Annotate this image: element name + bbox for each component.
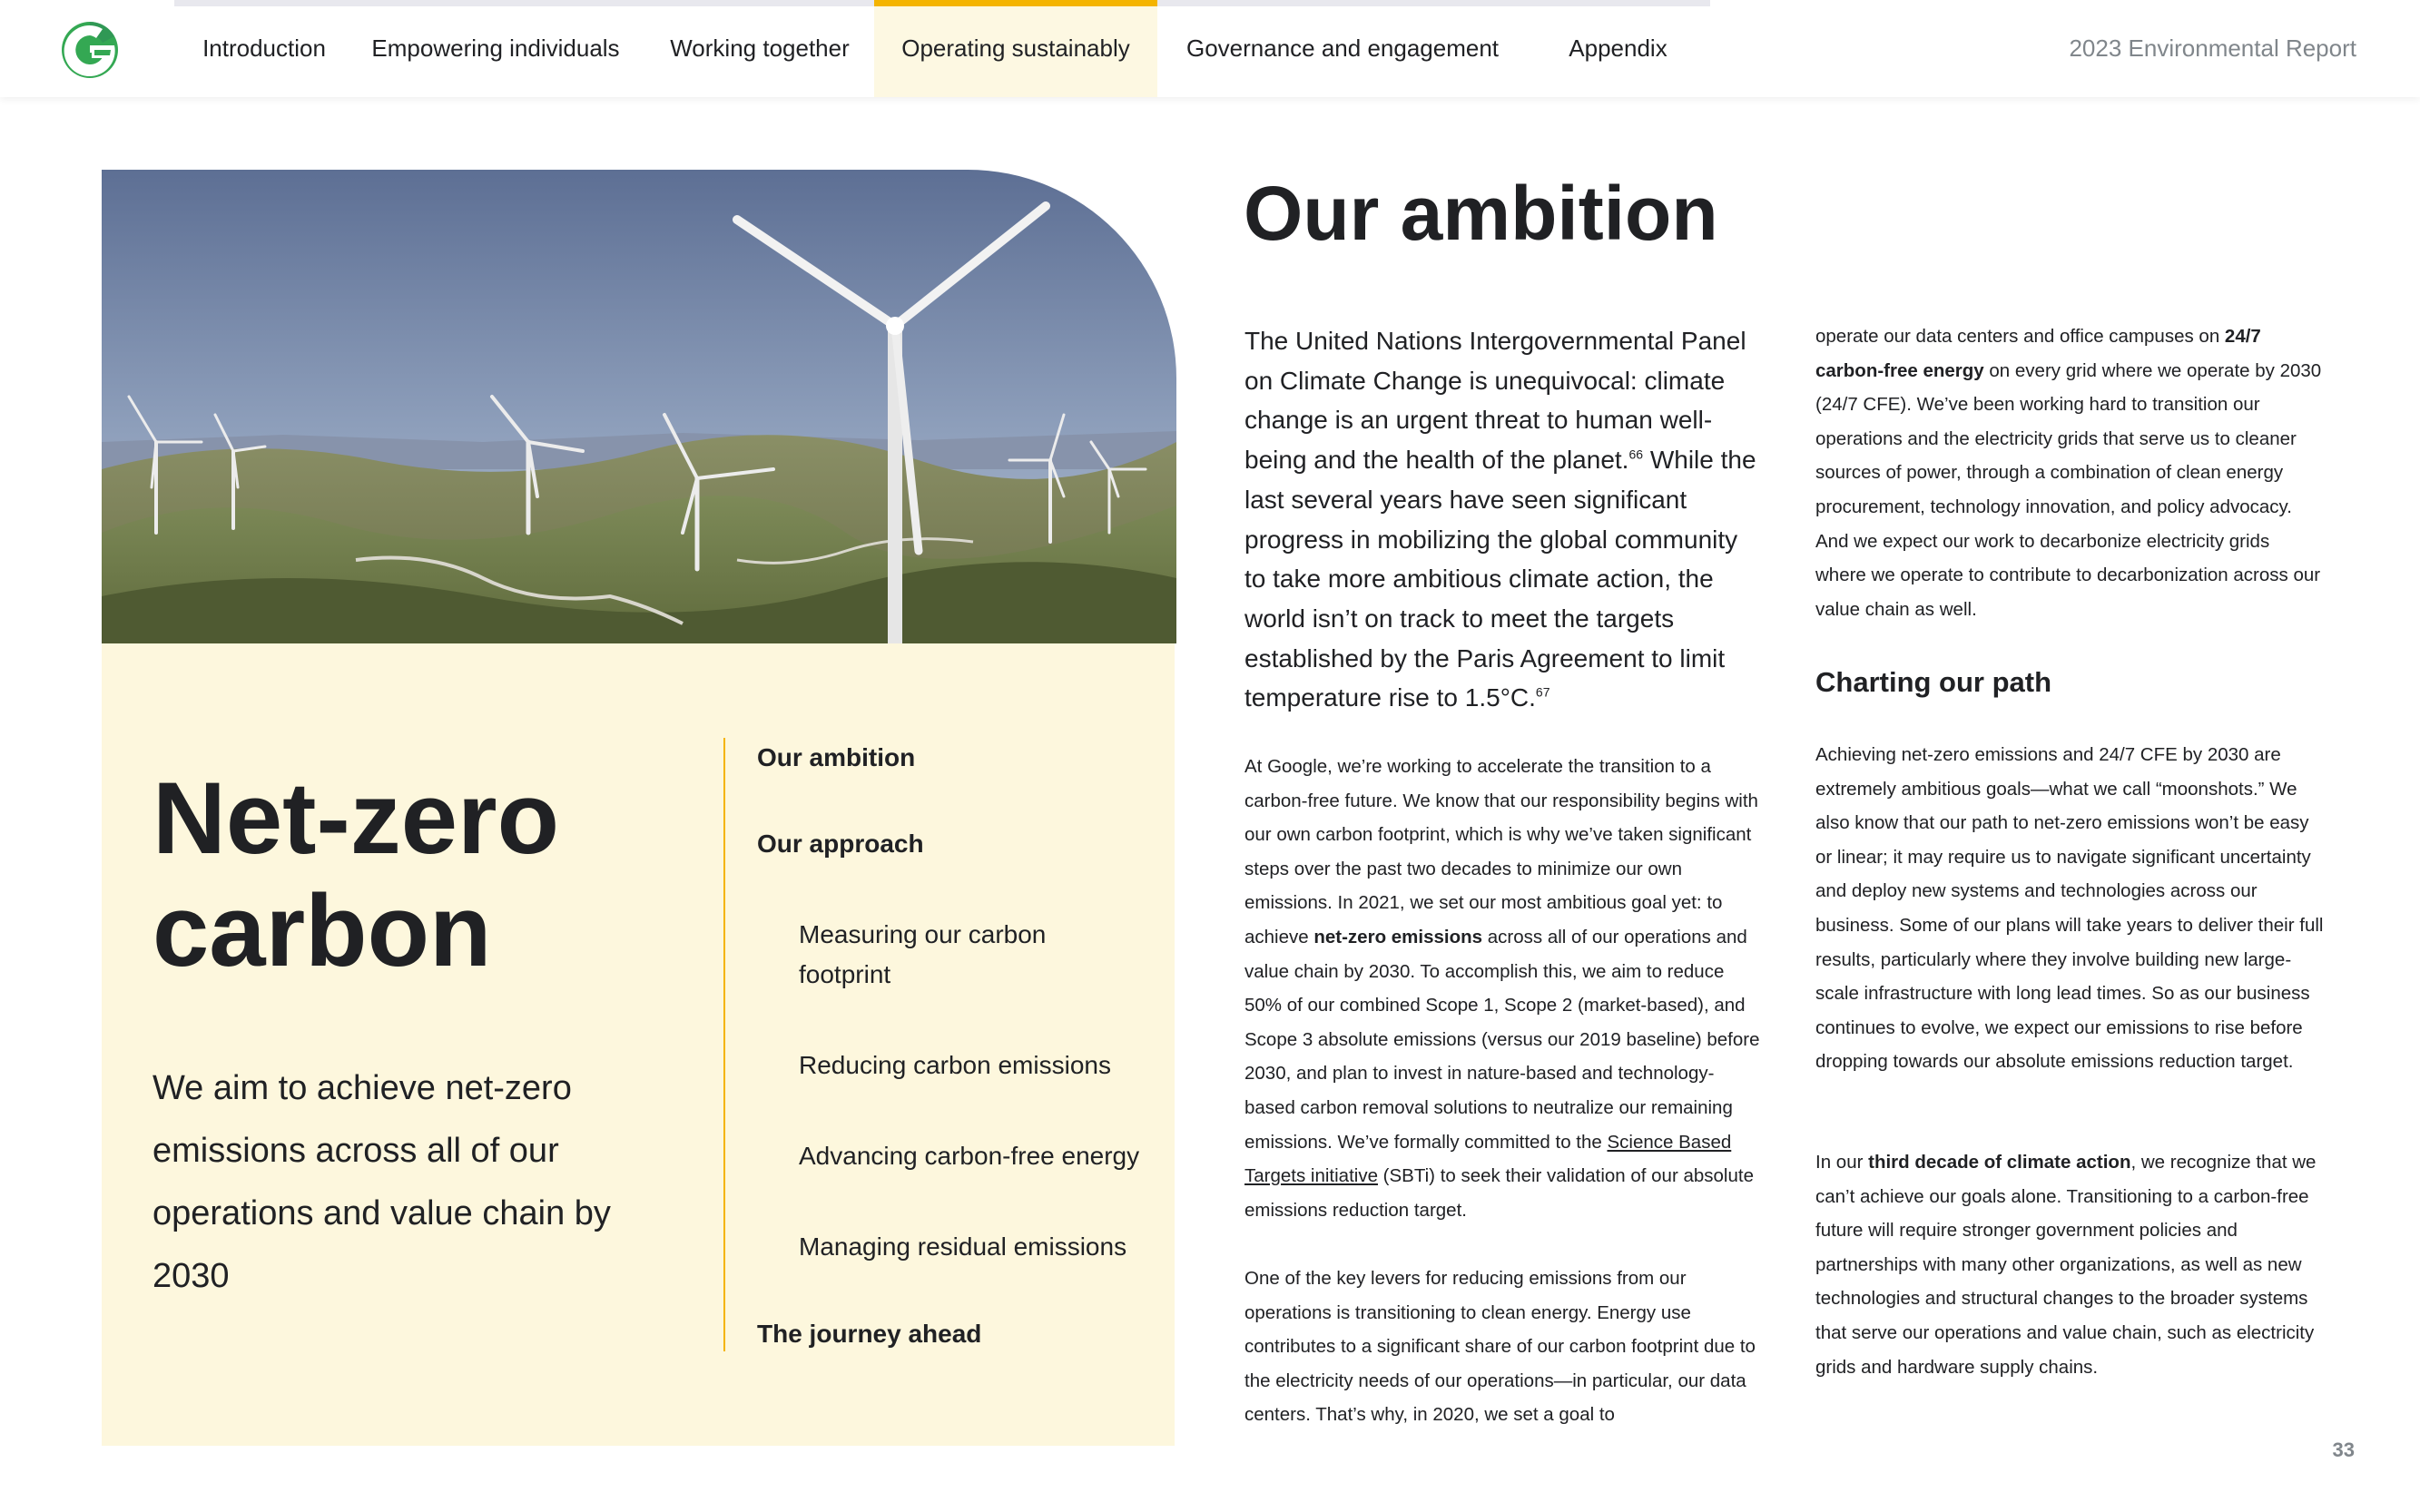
body-paragraph-clean-energy: One of the key levers for reducing emissions from our operations is transitioning to clean energy. Energy use contributes to a significant share of our carbon footprint due to the electricity needs of our operations—in particular, our data centers. That’s why, in 2020, we set a goal to [1244, 1268, 1756, 1426]
google-g-logo-icon[interactable] [60, 20, 120, 80]
paragraph-text: operate our data centers and office campuses on [1815, 326, 2225, 347]
toc-the-journey-ahead[interactable]: The journey ahead [757, 1320, 982, 1348]
body-paragraph-moonshots: Achieving net-zero emissions and 24/7 CFE by 2030 are extremely ambitious goals—what we call “moonshots.” We also know that our path to net-zero emissions won’t be easy or linear; it may require us to navigate significant uncertainty and deploy new systems and technologies across our business. Some of our plans will take years to deliver their full results, particularly where they involve building new large-scale infrastructure with long lead times. So as our business continues to evolve, we expect our emissions to rise before dropping towards our absolute emissions reduction target. [1815, 744, 2324, 1073]
paragraph-text: At Google, we’re working to accelerate the transition to a carbon-free future. We know that our responsibility begins with our own carbon footprint, which is why we’ve taken significant steps over the past two decades to minimize our own emissions. In 2021, we set our most ambitious goal yet: to achieve [1244, 756, 1758, 947]
wind-turbine-landscape-image [102, 170, 1176, 643]
toc-advancing-carbon-free-energy[interactable]: Advancing carbon-free energy [799, 1142, 1140, 1170]
section-title-line2: carbon [152, 874, 492, 987]
sub-heading-charting-our-path: Charting our path [1815, 666, 2052, 698]
paragraph-text: across all of our operations and value chain by 2030. To accomplish this, we aim to reduce 50% of our combined Scope 1, Scope 2 (market-based), and Scope 3 absolute emissions (versus our 2019 baseline) before 2030, and plan to invest in nature-based and technology-based carbon removal solutions to neutralize our remaining emissions. We’ve formally committed to the [1244, 926, 1760, 1153]
page-heading: Our ambition [1244, 171, 1718, 256]
nav-governance-and-engagement[interactable]: Governance and engagement [1185, 34, 1500, 62]
nav-operating-sustainably[interactable]: Operating sustainably [874, 0, 1157, 97]
nav-introduction[interactable]: Introduction [202, 34, 326, 62]
paragraph-text: on every grid where we operate by 2030 (24/7 CFE). We’ve been working hard to transition our operations and the electricity grids that serve us to cleaner sources of power, through a combination of clean energy procurement, technology innovation, and policy advocacy. And we expect our work to decarbonize electricity grids where we operate to contribute to decarbonization across our value chain as well. [1815, 359, 2322, 620]
lead-text-b: While the last several years have seen significant progress in mobilizing the global community to take more ambitious climate action, the world isn’t on track to meet the targets established by the Paris Agreement to limit temperature rise to 1.5°C. [1244, 446, 1756, 712]
body-paragraph-247-cfe [1815, 319, 2324, 626]
emphasis-247-cfe: 24/7 carbon-free energy [1815, 326, 2261, 381]
hero-image-wind-turbines [102, 170, 1176, 643]
footnote-ref-67[interactable]: 67 [1535, 685, 1550, 700]
section-title-line1: Net-zero [152, 761, 560, 875]
paragraph-text: In our [1815, 1152, 1869, 1173]
lead-paragraph [1244, 321, 1762, 718]
page-number: 33 [2332, 1438, 2355, 1461]
report-title: 2023 Environmental Report [2069, 34, 2356, 62]
body-paragraph-google-transition [1244, 750, 1762, 1227]
top-navigation-bar [0, 0, 2420, 97]
nav-empowering-individuals[interactable]: Empowering individuals [371, 34, 620, 62]
body-paragraph-third-decade [1815, 1145, 2328, 1384]
toc-measuring-carbon-footprint[interactable]: Measuring our carbon footprint [799, 920, 1047, 988]
paragraph-text: (SBTi) to seek their validation of our absolute emissions reduction target. [1244, 1165, 1754, 1221]
nav-appendix[interactable]: Appendix [1569, 34, 1667, 62]
emphasis-third-decade: third decade of climate action [1868, 1152, 2131, 1173]
toc-managing-residual-emissions[interactable]: Managing residual emissions [799, 1232, 1127, 1261]
lead-text-a: The United Nations Intergovernmental Panel on Climate Change is unequivocal: climate change is an urgent threat to human well-being and the health of the planet. [1244, 327, 1746, 475]
section-title [152, 762, 697, 987]
footnote-ref-66[interactable]: 66 [1628, 447, 1644, 462]
toc-our-approach[interactable]: Our approach [757, 830, 924, 858]
section-aim-statement: We aim to achieve net-zero emissions across all of our operations and value chain by 2030 [152, 1069, 611, 1295]
link-science-based-targets[interactable]: Science Based Targets initiative [1244, 1131, 1732, 1187]
toc-reducing-carbon-emissions[interactable]: Reducing carbon emissions [799, 1051, 1111, 1079]
toc-divider [723, 738, 725, 1351]
paragraph-text: , we recognize that we can’t achieve our goals alone. Transitioning to a carbon-free future will require stronger government policies and partnerships with many other organizations, as well as new technologies and structural changes to the broader systems that serve our operations and value chain, such as electricity grids and hardware supply chains. [1815, 1152, 2317, 1378]
nav-working-together[interactable]: Working together [670, 34, 850, 62]
emphasis-net-zero-emissions: net-zero emissions [1313, 926, 1483, 947]
toc-our-ambition[interactable]: Our ambition [757, 743, 916, 771]
